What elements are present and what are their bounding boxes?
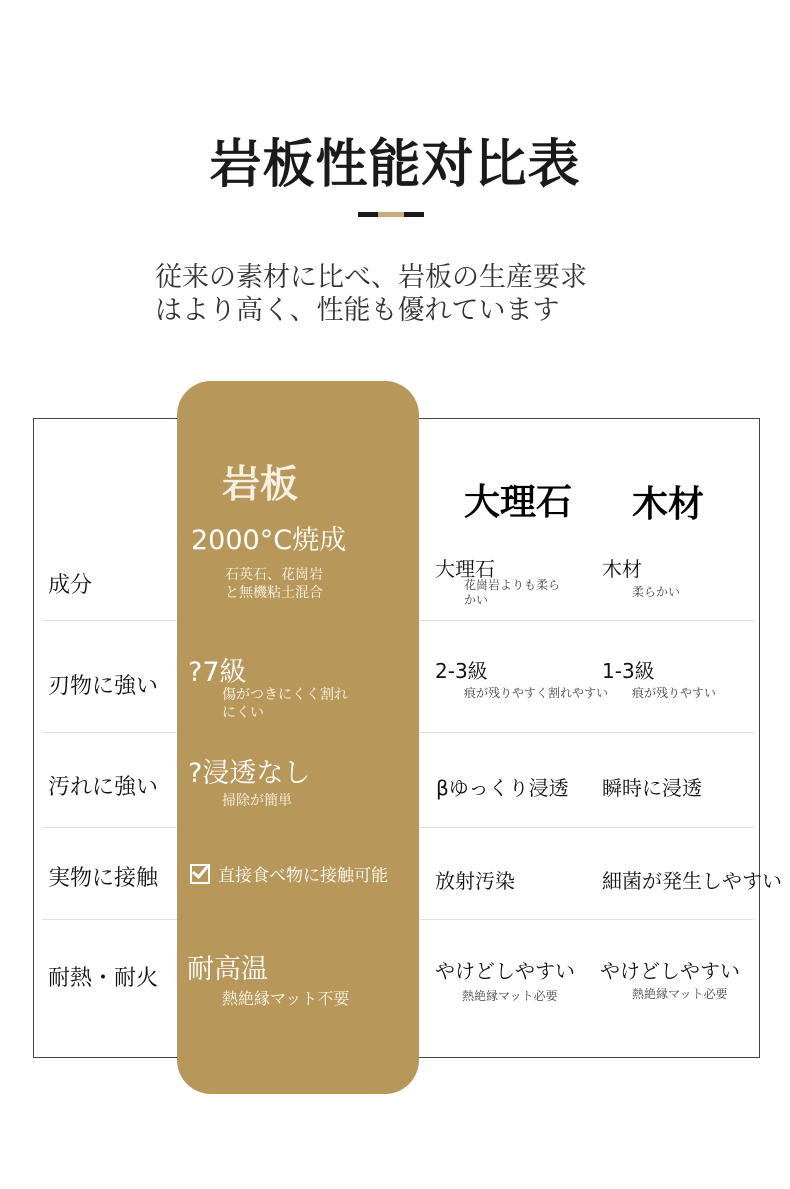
rock-knife-grade: ?7級 bbox=[188, 657, 247, 688]
wood-heat: やけどしやすい bbox=[600, 959, 740, 983]
row-label-composition: 成分 bbox=[48, 573, 93, 598]
rock-food-contact bbox=[190, 861, 388, 886]
intro-line-2: はより高く、性能も優れています bbox=[155, 295, 560, 326]
marble-heat-sub: 熱絶縁マット必要 bbox=[462, 989, 558, 1003]
rock-composition-sub: 石英石、花崗岩 と無機粘土混合 bbox=[225, 567, 323, 601]
rock-stain: ?浸透なし bbox=[188, 758, 311, 789]
wood-knife-grade: 1-3級 bbox=[602, 659, 655, 683]
rock-firing-temp: 2000°C焼成 bbox=[191, 525, 347, 556]
marble-composition: 大理石 bbox=[435, 557, 495, 581]
rock-stain-sub: 掃除が簡単 bbox=[222, 793, 292, 809]
wood-heat-sub: 熱絶縁マット必要 bbox=[632, 987, 728, 1001]
wood-composition: 木材 bbox=[602, 557, 642, 581]
checkbox-checked-icon bbox=[190, 864, 210, 884]
marble-knife-grade: 2-3級 bbox=[435, 659, 488, 683]
intro-text bbox=[155, 261, 587, 327]
row-label-stain: 汚れに強い bbox=[48, 775, 159, 800]
intro-line-1: 従来の素材に比べ、岩板の生産要求 bbox=[155, 262, 587, 293]
column-header-rock: 岩板 bbox=[222, 462, 299, 506]
column-header-wood: 木材 bbox=[632, 484, 705, 525]
row-label-knife: 刃物に強い bbox=[48, 674, 159, 699]
page-title: 岩板性能对比表 bbox=[209, 135, 581, 195]
wood-composition-sub: 柔らかい bbox=[632, 585, 681, 599]
wood-knife-sub: 痕が残りやすい bbox=[632, 686, 717, 700]
divider-accent bbox=[378, 212, 404, 217]
marble-food-contact: 放射汚染 bbox=[435, 869, 515, 893]
wood-stain: 瞬時に浸透 bbox=[602, 776, 702, 800]
rock-knife-sub: 傷がつきにくく割れ にくい bbox=[222, 687, 348, 721]
row-label-heat: 耐熱・耐火 bbox=[48, 966, 159, 991]
rock-heat-sub: 熱絶縁マット不要 bbox=[222, 989, 350, 1008]
rock-food-contact-text: 直接食べ物に接触可能 bbox=[218, 866, 388, 886]
marble-stain: βゆっくり浸透 bbox=[436, 776, 569, 800]
title-divider bbox=[358, 212, 424, 217]
row-label-food-contact: 実物に接触 bbox=[48, 866, 159, 891]
marble-composition-sub: 花崗岩よりも柔ら かい bbox=[464, 578, 561, 607]
wood-food-contact: 細菌が発生しやすい bbox=[602, 869, 782, 893]
marble-knife-sub: 痕が残りやすく割れやすい bbox=[464, 686, 609, 700]
column-header-marble: 大理石 bbox=[464, 482, 573, 523]
marble-heat: やけどしやすい bbox=[435, 959, 575, 983]
rock-heat: 耐高温 bbox=[187, 954, 268, 985]
